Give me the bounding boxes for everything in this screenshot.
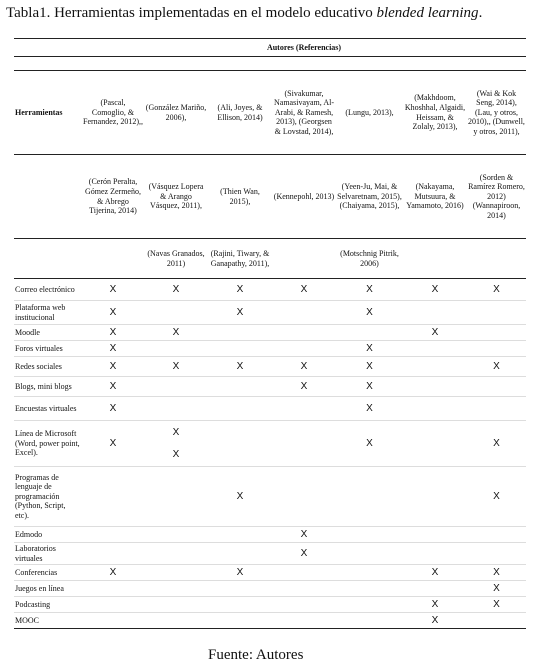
mark-cell: [336, 597, 403, 613]
ref-row-1: [14, 71, 526, 155]
mark-cell: X: [208, 467, 272, 527]
mark-cell: [144, 581, 208, 597]
tool-name: Programas de lenguaje de programación (Python, Script, etc).: [14, 467, 82, 527]
mark-cell: X: [208, 301, 272, 325]
super-header: Autores (Referencias): [82, 39, 526, 57]
tool-name: Moodle: [14, 325, 82, 341]
table-row: [14, 597, 526, 613]
mark-cell: [208, 397, 272, 421]
mark-cell: [467, 543, 526, 565]
mark-cell: [467, 397, 526, 421]
tool-name: Redes sociales: [14, 357, 82, 377]
mark-cell: [82, 467, 144, 527]
mark-cell: [467, 341, 526, 357]
mark-cell: X: [336, 357, 403, 377]
ref-cell: (Nakayama, Mutsuura, & Yamamoto, 2016): [403, 155, 467, 239]
mark-cell: [467, 301, 526, 325]
mark-cell: X: [144, 325, 208, 341]
mark-cell: X: [467, 597, 526, 613]
mark-cell: X: [82, 279, 144, 301]
ref-cell: (Pascal, Comoglio, & Fernandez, 2012),,: [83, 98, 143, 127]
mark-cell: X: [467, 565, 526, 581]
tool-name: Foros virtuales: [14, 341, 82, 357]
tool-name: Laboratorios virtuales: [14, 543, 82, 565]
mark-cell: [144, 341, 208, 357]
mark-cell: X: [82, 341, 144, 357]
tool-name: Juegos en línea: [14, 581, 82, 597]
ref-cell: [467, 239, 526, 279]
mark-cell: [144, 397, 208, 421]
mark-cell: X: [272, 377, 336, 397]
table-row: [14, 581, 526, 597]
table-row: [14, 279, 526, 301]
ref-cell: (Sivakumar, Namasivayam, Al-Arabi, & Ramesh, 2013), (Georgsen & Lovstad, 2014),: [274, 88, 334, 136]
tool-name: Plataforma web institucional: [14, 301, 82, 325]
table-row: [14, 421, 526, 467]
mark-cell: [272, 597, 336, 613]
mark-cell: [272, 325, 336, 341]
caption-suffix: .: [478, 5, 483, 21]
mark-cell: X: [208, 357, 272, 377]
tool-name: Edmodo: [14, 527, 82, 543]
mark-cell: X: [82, 421, 144, 467]
table-row: [14, 543, 526, 565]
mark-cell: X: [403, 325, 467, 341]
mark-cell: [403, 377, 467, 397]
mark-cell: X: [467, 581, 526, 597]
mark-cell: [272, 421, 336, 467]
mark-cell: [144, 543, 208, 565]
mark-cell: [272, 301, 336, 325]
table-row: [14, 377, 526, 397]
table-row: [14, 325, 526, 341]
mark-cell: X: [467, 357, 526, 377]
mark-cell: [144, 467, 208, 527]
mark-cell: [403, 421, 467, 467]
mark-cell: [144, 377, 208, 397]
mark-cell: X: [208, 565, 272, 581]
ref-cell: (Cerón Peralta, Gómez Zermeño, & Abrego Tijerina, 2014): [82, 155, 144, 239]
ref-cell: (Rajini, Tiwary, & Ganapathy, 2011),: [208, 239, 272, 279]
mark-cell: [144, 597, 208, 613]
mark-cell: [144, 301, 208, 325]
table-row: [14, 357, 526, 377]
mark-cell: X: [82, 301, 144, 325]
mark-cell: [272, 467, 336, 527]
mark-cell: X: [403, 597, 467, 613]
mark-cell: [403, 301, 467, 325]
tool-name: Línea de Microsoft (Word, power point, Excel).: [14, 421, 82, 467]
mark-cell: [403, 543, 467, 565]
mark-cell: [208, 543, 272, 565]
mark-cell: X: [82, 565, 144, 581]
mark-cell: [82, 527, 144, 543]
mark-cell: [467, 325, 526, 341]
ref-cell: (Kennepohl, 2013): [272, 155, 336, 239]
mark-cell: [272, 341, 336, 357]
tool-name: Correo electrónico: [14, 279, 82, 301]
mark-cell: [336, 467, 403, 527]
table-row: [14, 397, 526, 421]
mark-cell: X: [272, 279, 336, 301]
mark-cell: [82, 597, 144, 613]
ref-cell: [82, 239, 144, 279]
ref-cell: (Wai & Kok Seng, 2014), (Lau, y otros, 2010),, (Dunwell, y otros, 2011),: [468, 88, 525, 136]
ref-cell: (Lungu, 2013),: [345, 107, 394, 117]
mark-cell: [336, 543, 403, 565]
mark-cell: X: [272, 543, 336, 565]
table-caption: [6, 5, 482, 22]
ref-cell: (González Mariño, 2006),: [145, 102, 207, 122]
mark-cell: [272, 397, 336, 421]
mark-cell: [336, 581, 403, 597]
tool-name: Encuestas virtuales: [14, 397, 82, 421]
mark-cell: [208, 377, 272, 397]
mark-cell: X: [336, 279, 403, 301]
mark-cell: [403, 341, 467, 357]
mark-cell: [403, 527, 467, 543]
mark-cell: [272, 613, 336, 629]
mark-cell: X: [467, 467, 526, 527]
mark-cell: [82, 581, 144, 597]
mark-cell: X X: [144, 421, 208, 467]
mark-cell: [403, 467, 467, 527]
mark-cell: X: [272, 357, 336, 377]
mark-cell: [144, 527, 208, 543]
tools-header: Herramientas: [15, 107, 63, 117]
mark-cell: [336, 527, 403, 543]
table-row: [14, 527, 526, 543]
table-row: [14, 341, 526, 357]
mark-cell: [208, 325, 272, 341]
mark-cell: [208, 581, 272, 597]
mark-cell: X: [144, 357, 208, 377]
ref-cell: (Sorden & Ramírez Romero, 2012) (Wannapiroon, 2014): [467, 155, 526, 239]
mark-cell: [403, 397, 467, 421]
tool-name: MOOC: [14, 613, 82, 629]
ref-cell: (Motschnig Pitrik, 2006): [336, 239, 403, 279]
ref-cell: (Ali, Joyes, & Ellison, 2014): [217, 102, 263, 122]
mark-cell: [336, 613, 403, 629]
mark-cell: X: [82, 377, 144, 397]
mark-cell: [208, 421, 272, 467]
mark-cell: [336, 565, 403, 581]
mark-cell: [208, 527, 272, 543]
table-row: [14, 467, 526, 527]
ref-cell: (Thien Wan, 2015),: [208, 155, 272, 239]
mark-cell: X: [144, 279, 208, 301]
ref-row-2: [14, 155, 526, 239]
mark-cell: [272, 565, 336, 581]
mark-cell: X: [467, 279, 526, 301]
mark-cell: X: [403, 279, 467, 301]
mark-cell: X: [467, 421, 526, 467]
mark-cell: [144, 565, 208, 581]
ref-row-3: [14, 239, 526, 279]
mark-cell: [403, 581, 467, 597]
mark-cell: X: [336, 341, 403, 357]
table-row: [14, 613, 526, 629]
mark-cell: X: [403, 565, 467, 581]
mark-cell: [208, 341, 272, 357]
table-source: Fuente: Autores: [208, 647, 304, 663]
tool-name: Blogs, mini blogs: [14, 377, 82, 397]
mark-cell: [272, 581, 336, 597]
ref-cell: [403, 239, 467, 279]
ref-cell: (Navas Granados, 2011): [144, 239, 208, 279]
mark-cell: [82, 613, 144, 629]
ref-cell: [272, 239, 336, 279]
mark-cell: [467, 527, 526, 543]
mark-cell: X: [208, 279, 272, 301]
spacer-row: [14, 57, 526, 71]
mark-cell: [403, 357, 467, 377]
tools-table: [14, 38, 526, 629]
mark-cell: [208, 613, 272, 629]
table-row: [14, 301, 526, 325]
mark-cell: [208, 597, 272, 613]
ref-cell: (Vásquez Lopera & Arango Vásquez, 2011),: [144, 155, 208, 239]
mark-cell: [467, 377, 526, 397]
mark-cell: X: [272, 527, 336, 543]
mark-cell: X: [82, 397, 144, 421]
mark-cell: X: [336, 421, 403, 467]
mark-cell: [144, 613, 208, 629]
mark-cell: X: [336, 377, 403, 397]
mark-cell: X: [82, 357, 144, 377]
tool-name: Conferencias: [14, 565, 82, 581]
table-row: [14, 565, 526, 581]
mark-cell: X: [336, 397, 403, 421]
super-header-row: [14, 39, 526, 57]
mark-cell: [336, 325, 403, 341]
mark-cell: X: [82, 325, 144, 341]
mark-cell: [467, 613, 526, 629]
mark-cell: [82, 543, 144, 565]
caption-prefix: Tabla1. Herramientas implementadas en el modelo educativo: [6, 5, 377, 21]
mark-cell: X: [403, 613, 467, 629]
ref-cell: (Yeen-Ju, Mai, & Selvaretnam, 2015), (Chaiyama, 2015),: [336, 155, 403, 239]
mark-cell: X: [336, 301, 403, 325]
caption-italic: blended learning: [376, 5, 479, 21]
tool-name: Podcasting: [14, 597, 82, 613]
ref-cell: (Makhdoom, Khoshhal, Algaidi, Heissam, & Zolaly, 2013),: [404, 93, 466, 132]
